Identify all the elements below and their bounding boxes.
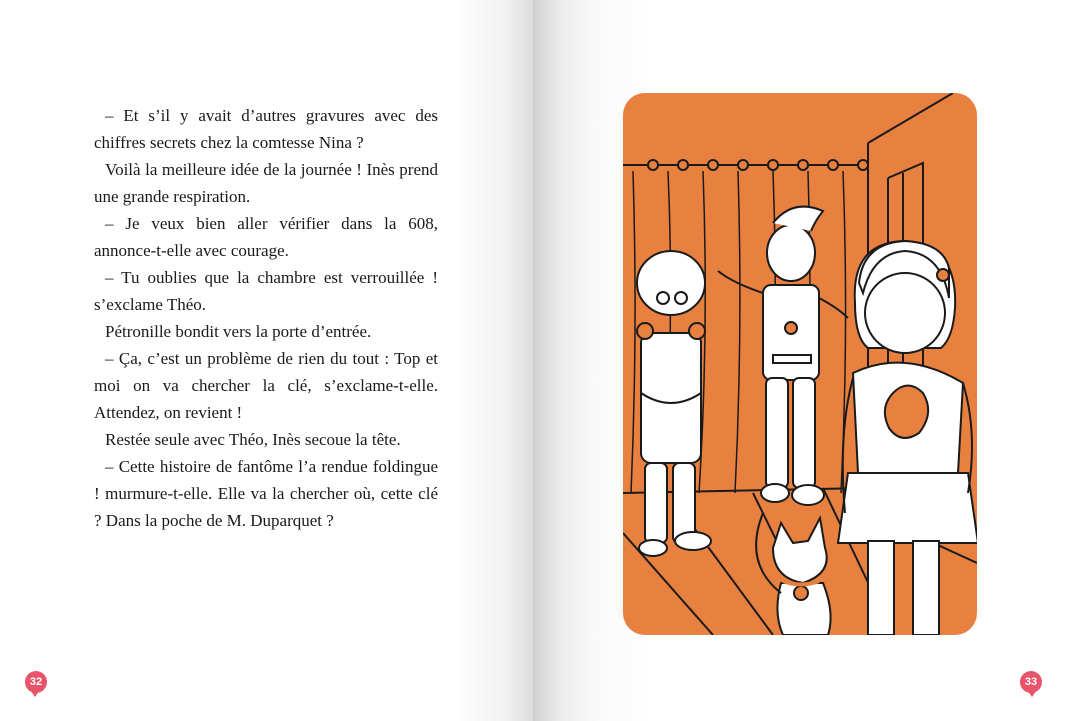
story-illustration bbox=[623, 93, 977, 635]
paragraph-3: – Je veux bien aller vérifier dans la 608, annonce-t-elle avec courage. bbox=[94, 214, 438, 260]
paragraph-5: Pétronille bondit vers la porte d’entrée. bbox=[105, 322, 372, 341]
page-number-right: 33 bbox=[1020, 671, 1042, 693]
paragraph-4: – Tu oublies que la chambre est verrouillée ! s’exclame Théo. bbox=[94, 268, 438, 314]
paragraph-8: – Cette histoire de fantôme l’a rendue foldingue ! murmure-t-elle. Elle va la chercher où, cette clé ? Dans la poche de M. Duparquet ? bbox=[94, 457, 438, 530]
paragraph-7: Restée seule avec Théo, Inès secoue la tête. bbox=[105, 430, 401, 449]
illustration-drawing bbox=[623, 93, 977, 635]
paragraph-2: Voilà la meilleure idée de la journée ! Inès prend une grande respiration. bbox=[94, 160, 438, 206]
paragraph-1: – Et s’il y avait d’autres gravures avec des chiffres secrets chez la comtesse Nina ? bbox=[94, 106, 438, 152]
page-number-left: 32 bbox=[25, 671, 47, 693]
left-page bbox=[0, 0, 533, 721]
paragraph-6: – Ça, c’est un problème de rien du tout : Top et moi on va chercher la clé, s’exclame-t-elle. Attendez, on revient ! bbox=[94, 349, 438, 422]
story-text bbox=[94, 102, 438, 534]
